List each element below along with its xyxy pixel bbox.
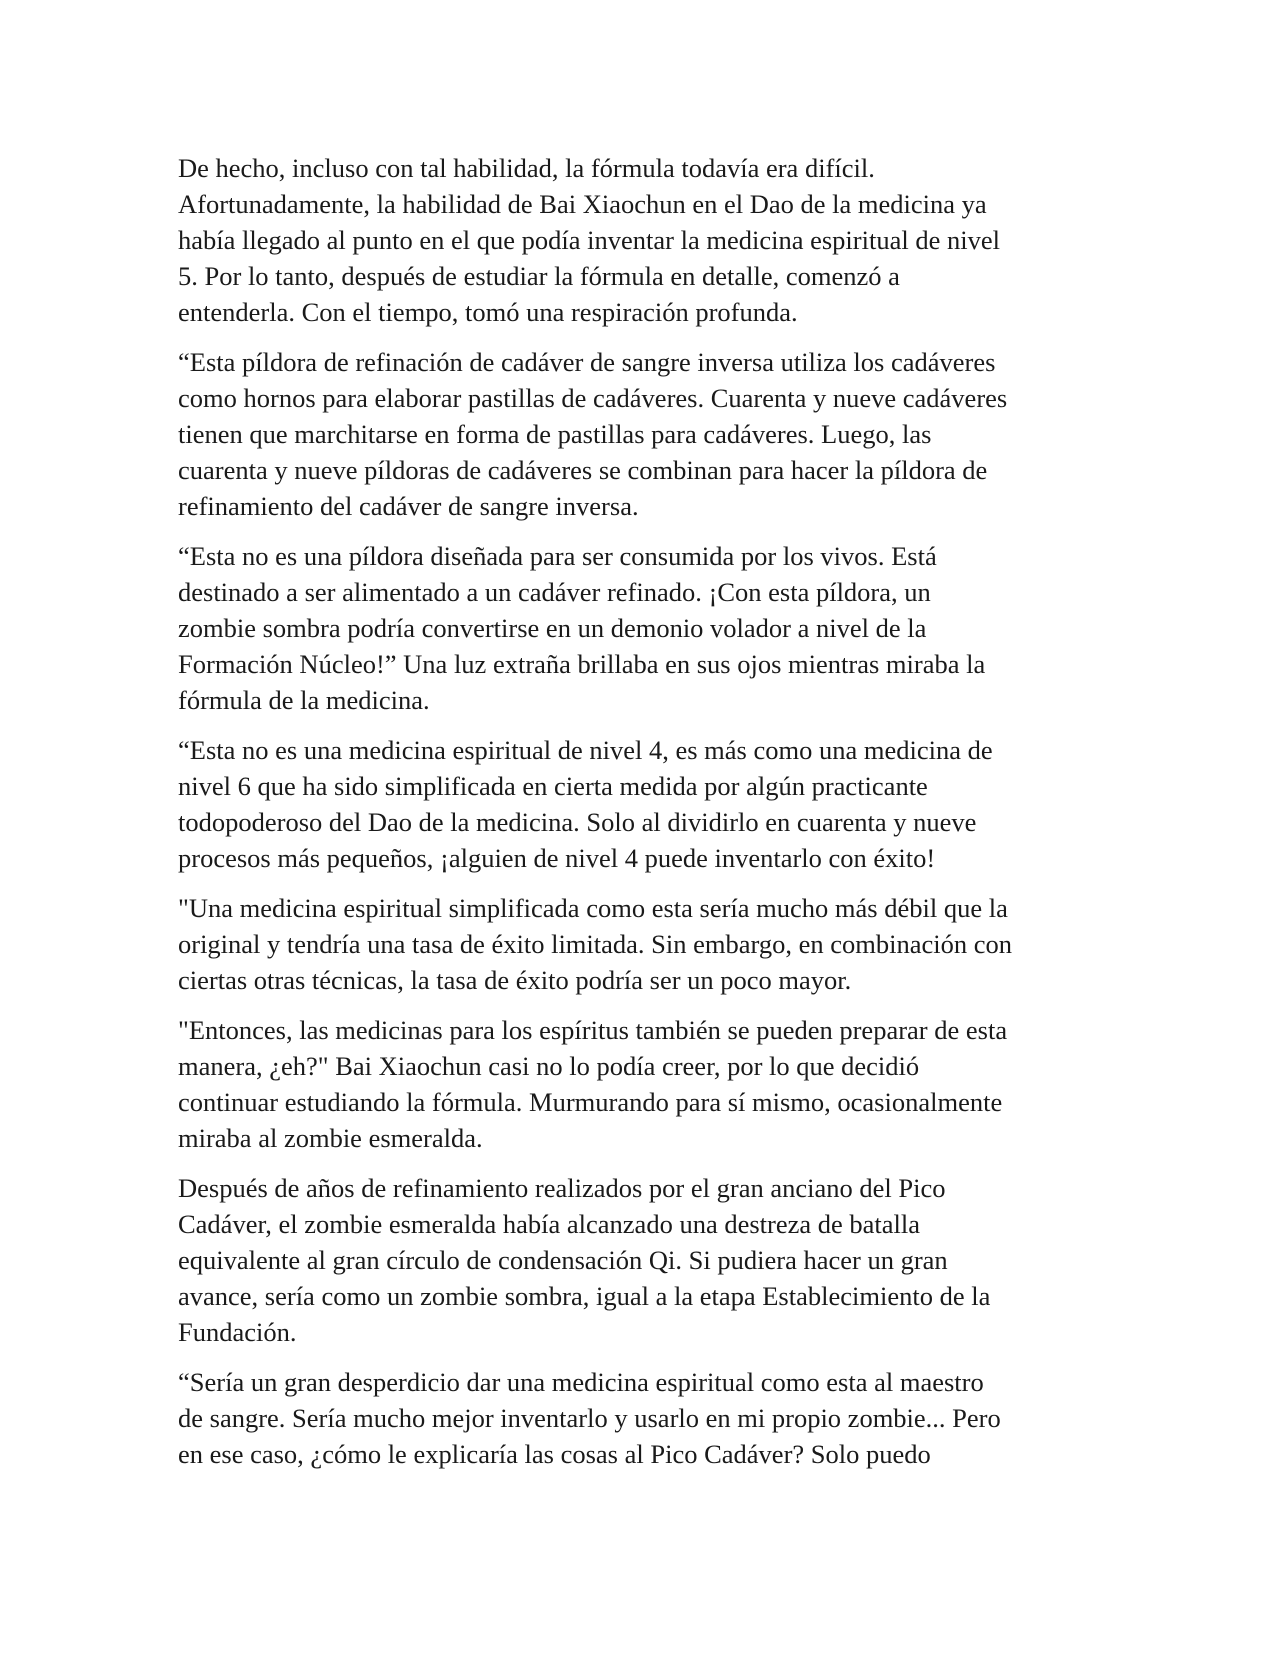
paragraph-8: “Sería un gran desperdicio dar una medicina espiritual como esta al maestro de sangre. Sería mucho mejor inventarlo y usarlo en mi propio zombie... Pero en ese caso, ¿cómo le explicaría las cosas al Pico Cadáver? Solo puedo — [178, 1367, 1001, 1469]
paragraph-5: "Una medicina espiritual simplificada como esta sería mucho más débil que la original y tendría una tasa de éxito limitada. Sin embargo, en combinación con ciertas otras técnicas, la tasa de éxito podría ser un poco mayor. — [178, 893, 1013, 995]
paragraph-7: Después de años de refinamiento realizados por el gran anciano del Pico Cadáver, el zombie esmeralda había alcanzado una destreza de batalla equivalente al gran círculo de condensación Qi. Si pudiera hacer un gran avance, sería como un zombie sombra, igual a la etapa Establecimiento de la Fundación. — [178, 1173, 991, 1347]
paragraph-2: “Esta píldora de refinación de cadáver de sangre inversa utiliza los cadáveres como hornos para elaborar pastillas de cadáveres. Cuarenta y nueve cadáveres tienen que marchitarse en forma de pastillas para cadáveres. Luego, las cuarenta y nueve píldoras de cadáveres se combinan para hacer la píldora de refinamiento del cadáver de sangre inversa. — [178, 347, 1008, 521]
paragraph-6: "Entonces, las medicinas para los espíritus también se pueden preparar de esta manera, ¿eh?" Bai Xiaochun casi no lo podía creer, por lo que decidió continuar estudiando la fórmula. Murmurando para sí mismo, ocasionalmente miraba al zombie esmeralda. — [178, 1015, 1008, 1153]
paragraph-1: De hecho, incluso con tal habilidad, la fórmula todavía era difícil. Afortunadamente, la habilidad de Bai Xiaochun en el Dao de la medicina ya había llegado al punto en el que podía inventar la medicina espiritual de nivel 5. Por lo tanto, después de estudiar la fórmula en detalle, comenzó a entenderla. Con el tiempo, tomó una respiración profunda. — [178, 153, 1000, 327]
paragraph-4: “Esta no es una medicina espiritual de nivel 4, es más como una medicina de nivel 6 que ha sido simplificada en cierta medida por algún practicante todopoderoso del Dao de la medicina. Solo al dividirlo en cuarenta y nueve procesos más pequeños, ¡alguien de nivel 4 puede inventarlo con éxito! — [178, 735, 993, 873]
paragraph-3: “Esta no es una píldora diseñada para ser consumida por los vivos. Está destinado a ser alimentado a un cadáver refinado. ¡Con esta píldora, un zombie sombra podría convertirse en un demonio volador a nivel de la Formación Núcleo!” Una luz extraña brillaba en sus ojos mientras miraba la fórmula de la medicina. — [178, 541, 986, 715]
document-body — [178, 150, 1108, 1486]
